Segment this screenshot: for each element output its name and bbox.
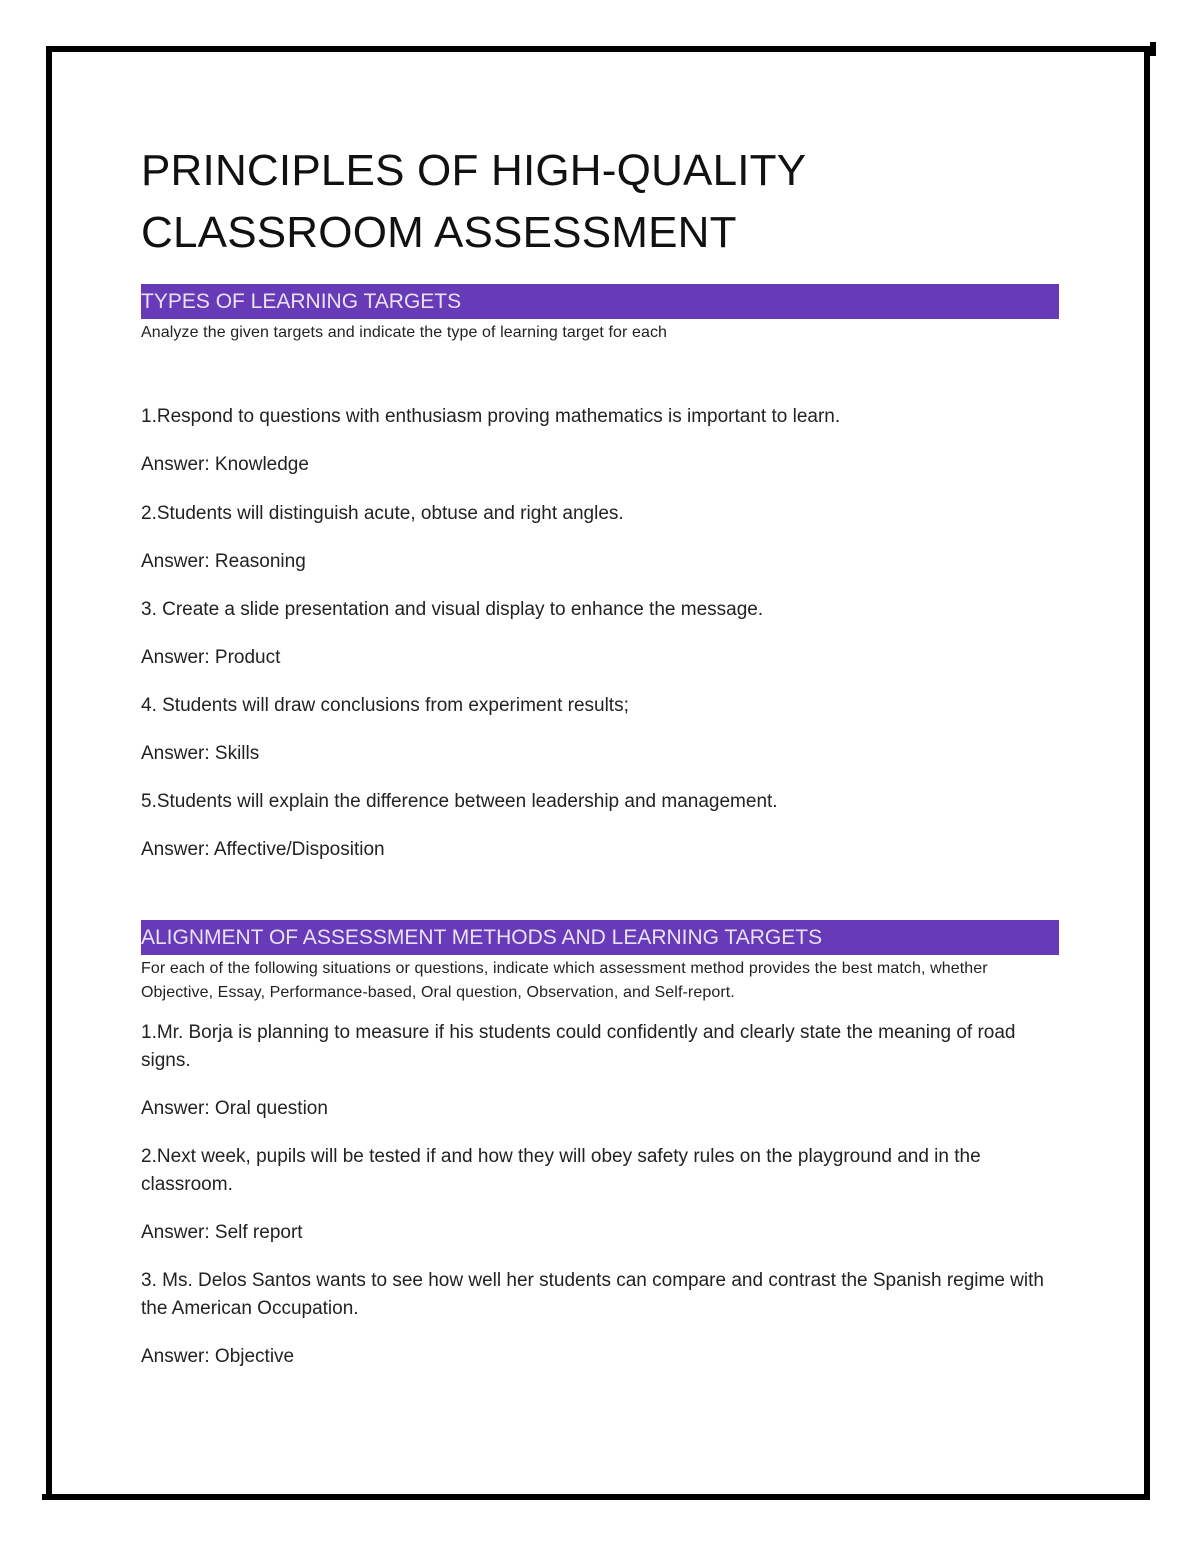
answer-item: Answer: Self report bbox=[141, 1222, 303, 1243]
answer-item: Answer: Affective/Disposition bbox=[141, 839, 385, 860]
question-item: 5.Students will explain the difference between leadership and management. bbox=[141, 791, 778, 812]
question-item: 4. Students will draw conclusions from experiment results; bbox=[141, 695, 629, 716]
section-instruction: Analyze the given targets and indicate the type of learning target for each bbox=[141, 324, 668, 341]
answer-item: Answer: Skills bbox=[141, 743, 260, 764]
answer-item: Answer: Objective bbox=[141, 1346, 295, 1367]
answer-item: Answer: Reasoning bbox=[141, 551, 306, 572]
page-border-corner bbox=[1150, 42, 1156, 56]
answer-item: Answer: Product bbox=[141, 647, 281, 668]
section-heading-alignment: ALIGNMENT OF ASSESSMENT METHODS AND LEARNING TARGETS bbox=[141, 920, 1059, 955]
alignment-list bbox=[141, 1019, 1059, 1371]
question-item: 3. Create a slide presentation and visual display to enhance the message. bbox=[141, 599, 764, 620]
page-border-corner bbox=[42, 1494, 56, 1500]
document-title bbox=[141, 140, 1059, 264]
question-item: 3. Ms. Delos Santos wants to see how well her students can compare and contrast the Spanish regime with the American Occupation. bbox=[141, 1270, 1044, 1319]
question-item: 1.Mr. Borja is planning to measure if his students could confidently and clearly state the meaning of road signs. bbox=[141, 1022, 1016, 1071]
question-item: 2.Students will distinguish acute, obtuse and right angles. bbox=[141, 503, 624, 524]
question-item: 2.Next week, pupils will be tested if and how they will obey safety rules on the playground and in the classroom. bbox=[141, 1146, 981, 1195]
answer-item: Answer: Knowledge bbox=[141, 454, 309, 475]
title-line-1: PRINCIPLES OF HIGH-QUALITY bbox=[141, 146, 807, 195]
answer-item: Answer: Oral question bbox=[141, 1098, 328, 1119]
section-heading-learning-targets: TYPES OF LEARNING TARGETS bbox=[141, 284, 1059, 319]
title-line-2: CLASSROOM ASSESSMENT bbox=[141, 208, 737, 257]
learning-targets-list bbox=[141, 403, 1059, 864]
question-item: 1.Respond to questions with enthusiasm proving mathematics is important to learn. bbox=[141, 406, 841, 427]
document-body bbox=[141, 140, 1059, 1371]
section-instruction: For each of the following situations or questions, indicate which assessment method provides the best match, whether Objective, Essay, Performance-based, Oral question, Observation, and Self-report. bbox=[141, 960, 988, 1001]
